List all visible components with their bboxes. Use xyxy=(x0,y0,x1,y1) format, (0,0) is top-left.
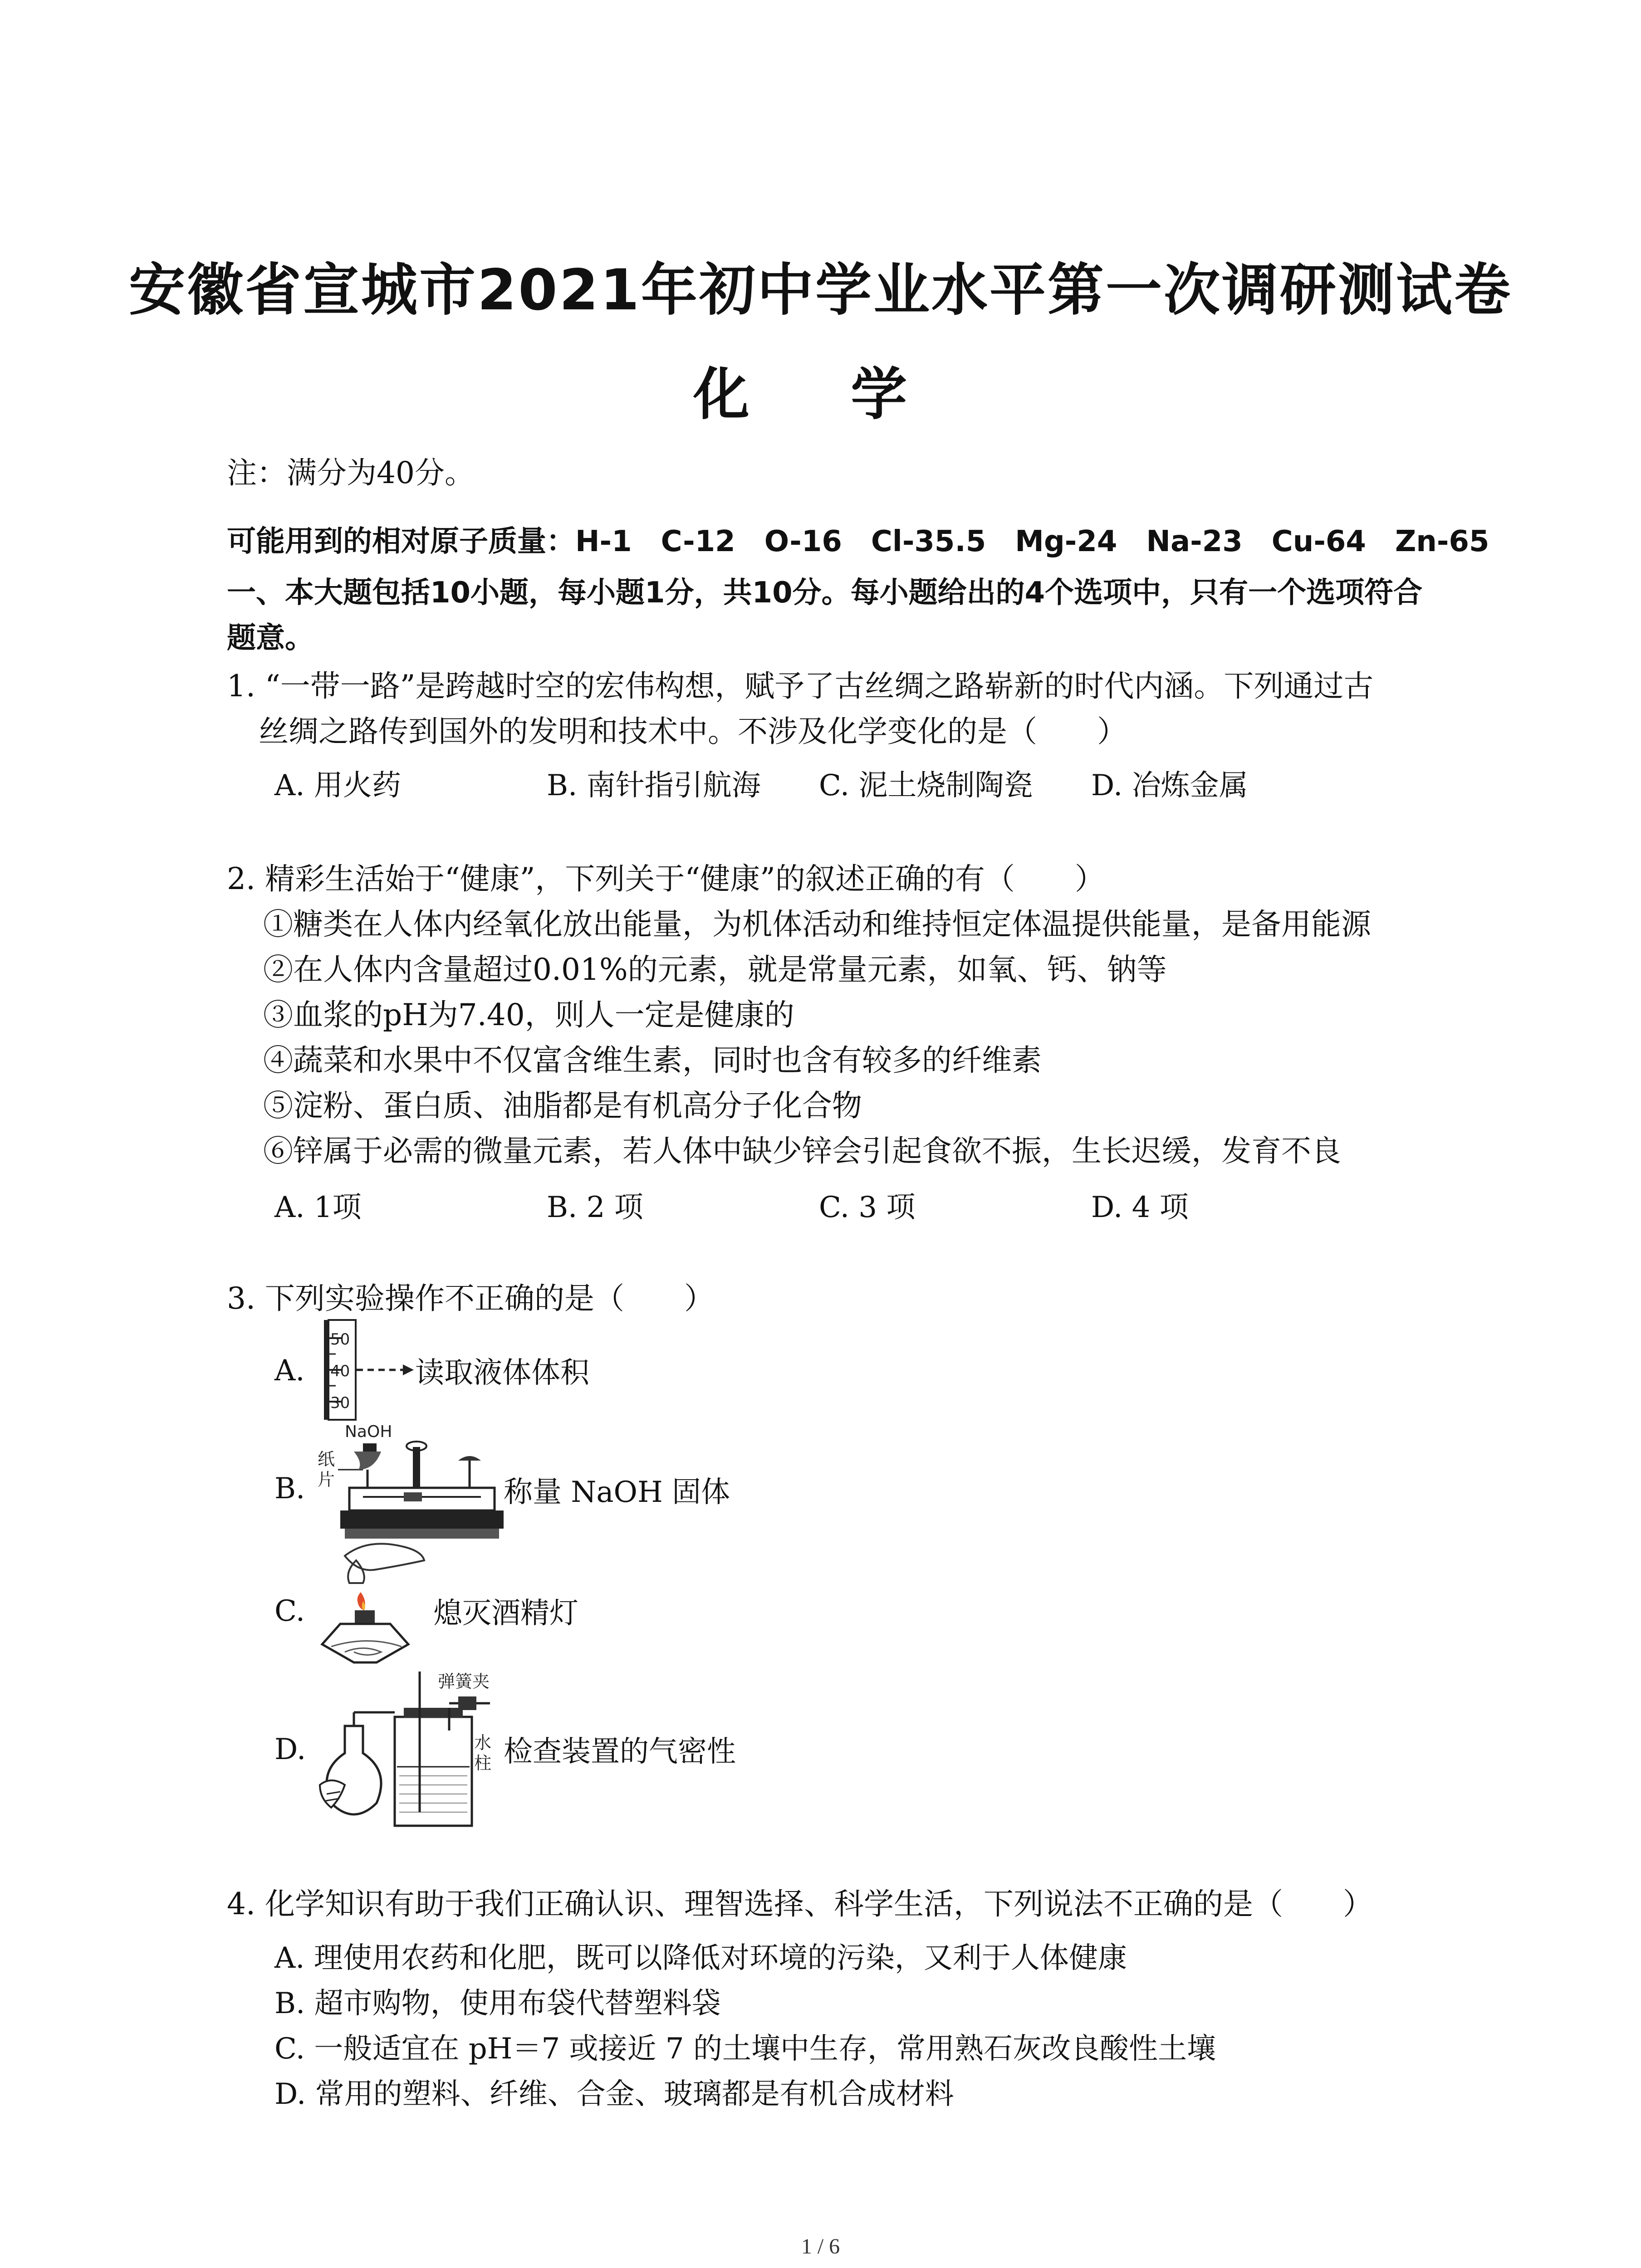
q2-stem: 2. 精彩生活始于“健康”，下列关于“健康”的叙述正确的有（ ） xyxy=(227,861,1105,896)
q2-item-3: ③血浆的pH为7.40，则人一定是健康的 xyxy=(263,997,794,1032)
q1-option-c: C. 泥土烧制陶瓷 xyxy=(819,769,1033,802)
spring-clip-label: 弹簧夹 xyxy=(438,1672,490,1691)
page-number: 1 / 6 xyxy=(801,2234,840,2258)
alcohol-lamp-figure xyxy=(313,1533,431,1669)
q2-item-2: ②在人体内含量超过0.01%的元素，就是常量元素，如氧、钙、钠等 xyxy=(263,952,1167,987)
section-heading-line1: 一、本大题包括10小题，每小题1分，共10分。每小题给出的4个选项中，只有一个选项符合 xyxy=(227,576,1423,610)
balance-figure xyxy=(313,1420,508,1542)
q3-option-c-letter: C. xyxy=(274,1594,305,1628)
paper-label-1: 纸 xyxy=(318,1449,335,1469)
water-column-label-2: 柱 xyxy=(474,1753,492,1773)
q4-stem: 4. 化学知识有助于我们正确认识、理智选择、科学生活，下列说法不正确的是（ ） xyxy=(227,1887,1373,1921)
q1-stem-line1: 1. “一带一路”是跨越时空的宏伟构想，赋予了古丝绸之路崭新的时代内涵。下列通过古 xyxy=(227,669,1374,704)
q3-option-d-letter: D. xyxy=(274,1733,306,1766)
q2-item-5: ⑤淀粉、蛋白质、油脂都是有机高分子化合物 xyxy=(263,1088,862,1123)
q2-option-a: A. 1项 xyxy=(274,1191,362,1224)
page-title: 安徽省宣城市2021年初中学业水平第一次调研测试卷 xyxy=(128,258,1513,323)
q2-option-d: D. 4 项 xyxy=(1091,1191,1189,1224)
water-column-label-1: 水 xyxy=(474,1733,492,1753)
airtightness-apparatus-figure xyxy=(313,1662,513,1835)
cylinder-mark-50: 50 xyxy=(330,1330,350,1349)
q4-option-c: C. 一般适宜在 pH＝7 或接近 7 的土壤中生存，常用熟石灰改良酸性土壤 xyxy=(274,2032,1216,2066)
section-heading-line2: 题意。 xyxy=(227,621,314,655)
q3-stem: 3. 下列实验操作不正确的是（ ） xyxy=(227,1281,714,1316)
q4-option-b: B. 超市购物，使用布袋代替塑料袋 xyxy=(274,1987,721,2020)
q2-item-4: ④蔬菜和水果中不仅富含维生素，同时也含有较多的纤维素 xyxy=(263,1043,1042,1078)
q1-option-d: D. 冶炼金属 xyxy=(1091,769,1248,802)
score-note: 注：满分为40分。 xyxy=(227,455,475,490)
graduated-cylinder-figure xyxy=(313,1315,431,1424)
subject-title: 化 学 xyxy=(693,362,948,427)
q1-option-a: A. 用火药 xyxy=(274,769,401,802)
q3-option-a-letter: A. xyxy=(274,1354,305,1388)
q3-option-a-text: 读取液体体积 xyxy=(415,1356,589,1390)
q2-option-b: B. 2 项 xyxy=(547,1191,643,1224)
q2-option-c: C. 3 项 xyxy=(819,1191,916,1224)
atomic-masses: 可能用到的相对原子质量：H-1 C-12 O-16 Cl-35.5 Mg-24 Na-23 Cu-64 Zn-65 xyxy=(227,525,1489,558)
cylinder-mark-40: 40 xyxy=(330,1362,350,1380)
q3-option-b-text: 称量 NaOH 固体 xyxy=(504,1476,730,1509)
cylinder-mark-30: 30 xyxy=(330,1394,350,1412)
q3-option-b-letter: B. xyxy=(274,1472,305,1505)
q2-item-1: ①糖类在人体内经氧化放出能量，为机体活动和维持恒定体温提供能量，是备用能源 xyxy=(263,907,1371,942)
q1-stem-line2: 丝绸之路传到国外的发明和技术中。不涉及化学变化的是（ ） xyxy=(259,714,1127,749)
q1-option-b: B. 南针指引航海 xyxy=(547,769,761,802)
q3-option-d-text: 检查装置的气密性 xyxy=(504,1735,736,1769)
paper-label-2: 片 xyxy=(318,1470,335,1490)
q4-option-d: D. 常用的塑料、纤维、合金、玻璃都是有机合成材料 xyxy=(274,2077,954,2111)
naoh-label: NaOH xyxy=(345,1422,392,1441)
q3-option-c-text: 熄灭酒精灯 xyxy=(433,1597,578,1630)
q4-option-a: A. 理使用农药和化肥，既可以降低对环境的污染，又利于人体健康 xyxy=(274,1941,1127,1975)
q2-item-6: ⑥锌属于必需的微量元素，若人体中缺少锌会引起食欲不振，生长迟缓，发育不良 xyxy=(263,1134,1341,1168)
